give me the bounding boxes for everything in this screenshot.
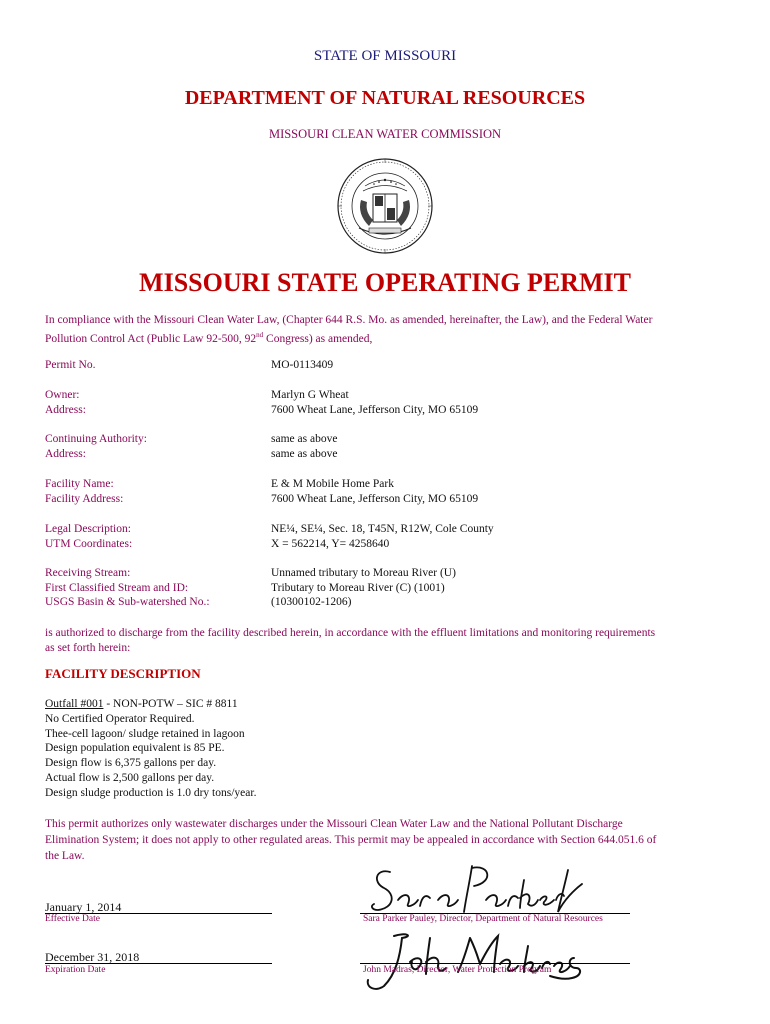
- field-label: UTM Coordinates:: [45, 537, 133, 550]
- permit-title: MISSOURI STATE OPERATING PERMIT: [139, 268, 631, 297]
- field-label: Address:: [45, 447, 86, 460]
- field-value: MO-0113409: [271, 359, 334, 371]
- signer-2-name: John Madras, Director, Water Protection Program: [363, 965, 552, 975]
- outfall-line: Outfall #001 - NON-POTW – SIC # 8811: [45, 698, 238, 710]
- signer-1-name: Sara Parker Pauley, Director, Department of Natural Resources: [363, 914, 603, 924]
- outfall-link[interactable]: Outfall #001: [45, 698, 104, 710]
- facility-description-heading: FACILITY DESCRIPTION: [45, 666, 201, 681]
- authorization-line: is authorized to discharge from the facility described herein, in accordance with the effluent limitations and monitoring requirements: [45, 627, 656, 639]
- state-seal-icon: [335, 156, 435, 256]
- facility-line: No Certified Operator Required.: [45, 712, 195, 725]
- effective-date: January 1, 2014: [45, 900, 122, 914]
- field-value: 7600 Wheat Lane, Jefferson City, MO 65109: [271, 492, 479, 505]
- expiration-date-line: [45, 963, 272, 964]
- field-label: Owner:: [45, 389, 80, 401]
- facility-line: Design population equivalent is 85 PE.: [45, 742, 225, 755]
- department-heading: DEPARTMENT OF NATURAL RESOURCES: [184, 87, 586, 109]
- field-label: Address:: [45, 403, 86, 416]
- field-value: (10300102-1206): [271, 596, 352, 608]
- field-value: E & M Mobile Home Park: [271, 478, 394, 490]
- field-value: 7600 Wheat Lane, Jefferson City, MO 65109: [271, 403, 479, 416]
- field-value: X = 562214, Y= 4258640: [271, 537, 390, 550]
- field-value: same as above: [271, 433, 338, 445]
- field-label: Receiving Stream:: [45, 567, 131, 579]
- state-heading: STATE OF MISSOURI: [313, 48, 457, 64]
- field-value: NE¼, SE¼, Sec. 18, T45N, R12W, Cole County: [271, 523, 494, 535]
- field-value: Tributary to Moreau River (C) (1001): [271, 581, 445, 594]
- intro-line: Pollution Control Act (Public Law 92-500, 92nd Congress) as amended,: [45, 331, 373, 345]
- commission-heading: MISSOURI CLEAN WATER COMMISSION: [268, 127, 502, 141]
- field-label: Facility Address:: [45, 492, 124, 505]
- field-label: Facility Name:: [45, 478, 114, 490]
- authorization-line: as set forth herein:: [45, 642, 131, 654]
- field-value: same as above: [271, 447, 338, 460]
- signature-1-icon: [368, 860, 588, 918]
- facility-description-body: [45, 697, 731, 801]
- field-label: Permit No.: [45, 359, 96, 371]
- facility-line: Design flow is 6,375 gallons per day.: [45, 757, 217, 770]
- expiration-date-label: Expiration Date: [45, 965, 106, 975]
- field-label: Legal Description:: [45, 523, 131, 535]
- authorization-paragraph: [45, 626, 731, 656]
- facility-line: Thee-cell lagoon/ sludge retained in lagoon: [45, 727, 245, 740]
- field-label: Continuing Authority:: [45, 433, 147, 445]
- facility-line: Actual flow is 2,500 gallons per day.: [45, 771, 215, 784]
- expiration-date: December 31, 2018: [45, 950, 140, 964]
- signature-2-line: [360, 963, 630, 964]
- field-value: Marlyn G Wheat: [271, 389, 349, 401]
- notice-paragraph: [45, 816, 731, 864]
- intro-paragraph: [45, 313, 731, 347]
- effective-date-label: Effective Date: [45, 914, 100, 924]
- notice-line: Elimination System; it does not apply to other regulated areas. This permit may be appealed in accordance with Section 644.051.6 of: [45, 834, 657, 846]
- field-label: First Classified Stream and ID:: [45, 581, 189, 594]
- facility-line: Design sludge production is 1.0 dry tons/year.: [45, 786, 257, 799]
- notice-line: the Law.: [45, 850, 85, 862]
- field-value: Unnamed tributary to Moreau River (U): [271, 567, 456, 579]
- intro-line: In compliance with the Missouri Clean Water Law, (Chapter 644 R.S. Mo. as amended, hereinafter, the Law), and the Federal Water: [45, 314, 653, 326]
- notice-line: This permit authorizes only wastewater discharges under the Missouri Clean Water Law and the National Pollutant Discharge: [45, 818, 623, 830]
- signature-2-icon: [360, 928, 590, 994]
- field-label: USGS Basin & Sub-watershed No.:: [45, 596, 210, 608]
